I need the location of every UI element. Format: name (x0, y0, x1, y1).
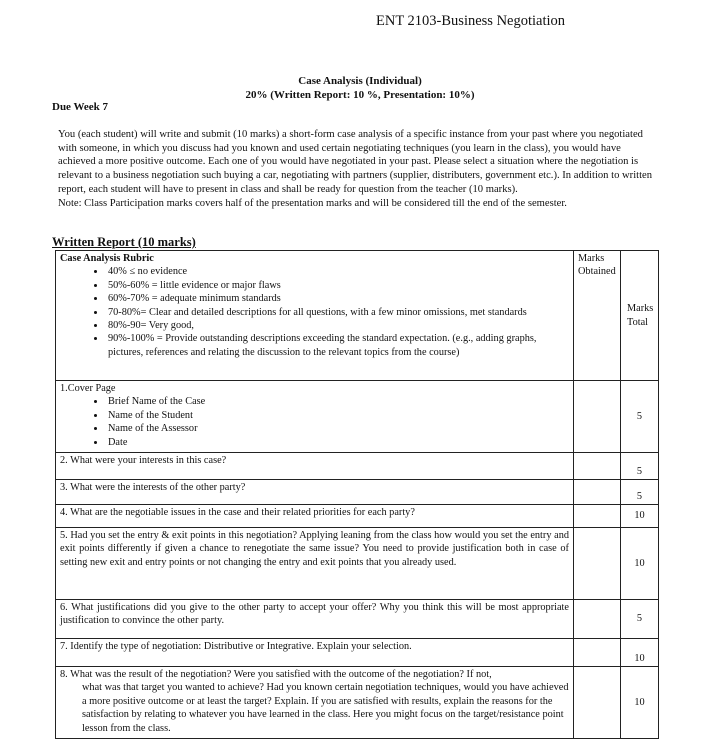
marks-obtained-cell (574, 505, 621, 528)
table-row (56, 600, 659, 639)
marks-total-cell: 10 (621, 639, 659, 667)
list-item: • Name of the Student (106, 409, 569, 422)
instructions-paragraph: You (each student) will write and submit (10 marks) a short-form case analysis of a specific instance from your past where you negotiated with someone, in which you discuss had you known and used certain negotiating techniques (you learn in the class), you would have achieved a more positive outcome. Each one of you would have negotiated in your past. Please select a situation where the negotiation is relevant to a business negotiation such buying a car, negotiating with partners (supplier, distributers, government etc.). In addition to written report, each student will have to present in class and shall be ready for question from the teacher (10 marks). (58, 129, 653, 195)
question-cell: 3. What were the interests of the other party? (56, 480, 574, 505)
question-8-first-line: 8. What was the result of the negotiation? Were you satisfied with the outcome of the negotiation? If not, (60, 669, 492, 680)
table-row (56, 505, 659, 528)
question-cell (56, 381, 574, 453)
question-cell: 7. Identify the type of negotiation: Distributive or Integrative. Explain your selection. (56, 639, 574, 667)
question-8-body: what was that target you wanted to achieve? Had you known certain negotiation techniques, would you have achieved a more positive outcome or at least the target? Explain. If you are satisfied with results, explain the reasons for the satisfaction by relating to whatever you have learned in the class. Here you might focus on the target/resistance point lesson from the class. (82, 682, 569, 734)
question-cell: 5. Had you set the entry & exit points in this negotiation? Applying leaning from the class how would you set the entry and exit points differently if given a chance to renegotiate the same issue? You need to provide justification both in case of setting new exit and entry points or not changing the entry and exit points that you already used. (56, 528, 574, 600)
marks-total-cell: 5 (621, 453, 659, 480)
question-cell: 6. What justifications did you give to the other party to accept your offer? Why you think this will be most appropriate justification to convince the other party. (56, 600, 574, 639)
list-item: • 70-80%= Clear and detailed descriptions for all questions, with a few minor omissions, met standards (106, 306, 569, 319)
marks-total-cell: 5 (621, 480, 659, 505)
table-row (56, 528, 659, 600)
list-item: • 90%-100% = Provide outstanding descriptions exceeding the standard expectation. (e.g., adding graphs, pictures, references and relating the discussion to the relevant topics from the course) (106, 332, 569, 359)
question-cell (56, 667, 574, 739)
marks-obtained-cell (574, 639, 621, 667)
instructions (58, 128, 658, 210)
table-row (56, 480, 659, 505)
assignment-weighting: 20% (Written Report: 10 %, Presentation: 10%) (245, 89, 475, 101)
question-cell: 4. What are the negotiable issues in the case and their related priorities for each party? (56, 505, 574, 528)
rubric-cell (56, 251, 574, 381)
list-item: • 60%-70% = adequate minimum standards (106, 292, 569, 305)
marks-obtained-cell (574, 453, 621, 480)
rubric-table (55, 250, 659, 739)
list-item: • Name of the Assessor (106, 422, 569, 435)
table-row (56, 251, 659, 381)
rubric-title: Case Analysis Rubric (60, 253, 154, 264)
marks-total-cell: 10 (621, 667, 659, 739)
table-row (56, 453, 659, 480)
marks-obtained-cell (574, 381, 621, 453)
marks-obtained-cell (574, 528, 621, 600)
table-row (56, 381, 659, 453)
written-report-heading: Written Report (10 marks) (52, 235, 196, 249)
marks-obtained-cell (574, 600, 621, 639)
cover-page-list (60, 395, 569, 449)
list-item: • Brief Name of the Case (106, 395, 569, 408)
marks-total-cell: 10 (621, 505, 659, 528)
marks-total-header: Marks Total (621, 251, 659, 381)
due-date: Due Week 7 (52, 101, 109, 113)
marks-obtained-header: Marks Obtained (574, 251, 621, 381)
question-cell: 2. What were your interests in this case? (56, 453, 574, 480)
marks-total-cell: 5 (621, 600, 659, 639)
marks-total-cell: 10 (621, 528, 659, 600)
marks-obtained-cell (574, 667, 621, 739)
course-title: ENT 2103-Business Negotiation (376, 13, 566, 29)
list-item: • 80%-90= Very good, (106, 319, 569, 332)
marks-total-cell: 5 (621, 381, 659, 453)
assignment-title: Case Analysis (Individual) (298, 75, 422, 87)
list-item: • Date (106, 436, 569, 449)
cover-page-title: 1.Cover Page (60, 383, 116, 394)
marks-obtained-cell (574, 480, 621, 505)
list-item: • 40% ≤ no evidence (106, 265, 569, 278)
table-row (56, 667, 659, 739)
rubric-list (60, 265, 569, 359)
list-item: • 50%-60% = little evidence or major flaws (106, 279, 569, 292)
instructions-note: Note: Class Participation marks covers half of the presentation marks and will be considered till the end of the semester. (58, 197, 567, 209)
table-row (56, 639, 659, 667)
